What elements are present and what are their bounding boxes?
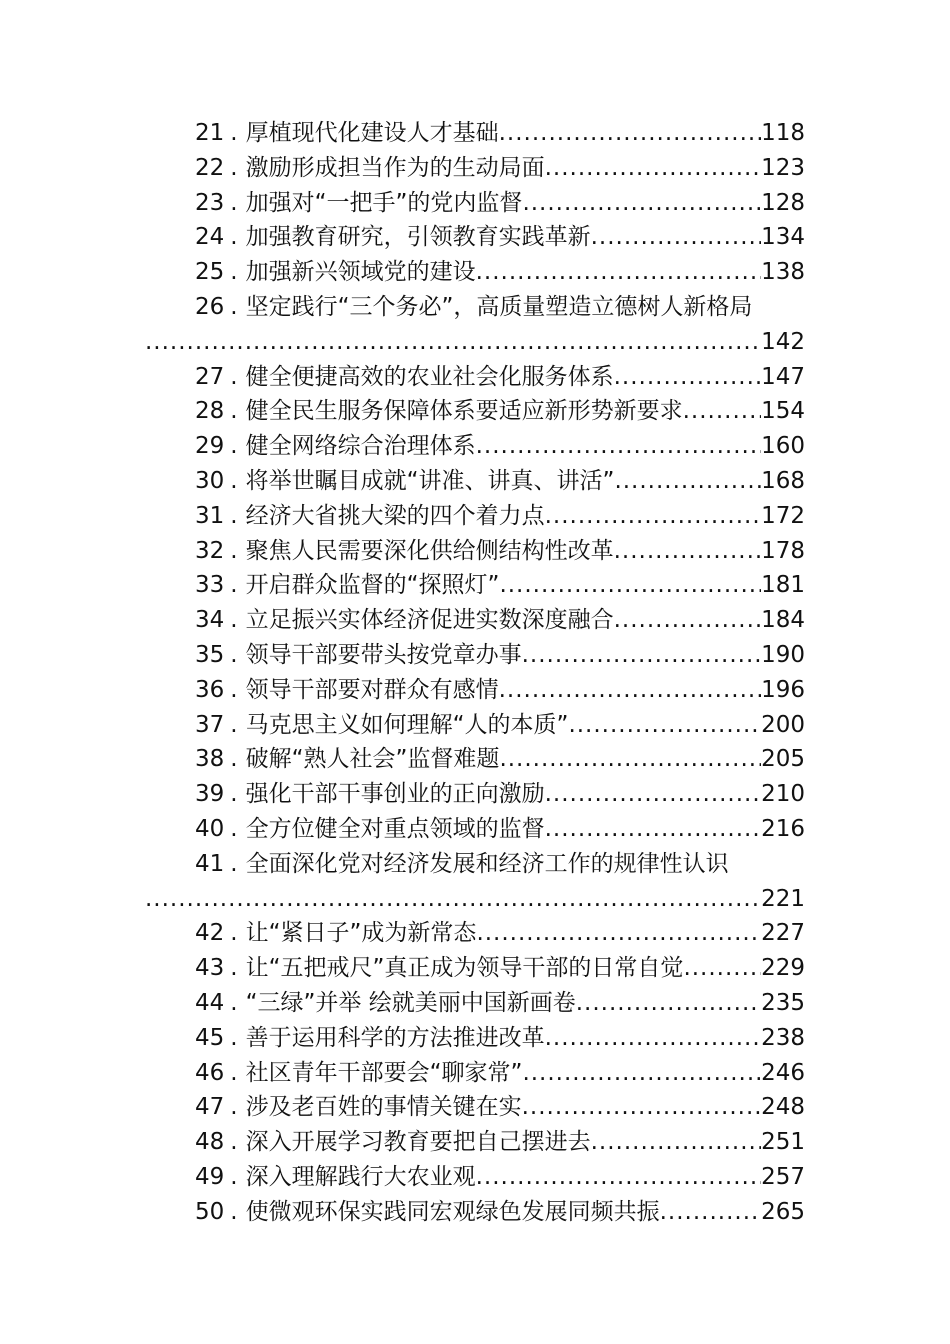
toc-entry-number: 22 [195,154,225,181]
toc-entry-title: 将举世瞩目成就“讲准、讲真、讲活” [245,467,615,494]
toc-entry-number: 46 [195,1059,225,1086]
dot-leader [499,673,762,708]
toc-page-number: 147 [761,363,805,390]
toc-entry-title: 让“紧日子”成为新常态 [245,920,477,947]
toc-page-number: 251 [761,1129,805,1156]
toc-entry-number: 39 [195,781,225,808]
toc-entry[interactable] [145,360,805,395]
toc-page-number: 238 [761,1024,805,1051]
toc-entry[interactable] [145,673,805,708]
toc-entry-title: 加强教育研究，引领教育实践革新 [245,224,591,251]
toc-entry[interactable] [145,847,805,917]
toc-entry[interactable] [145,603,805,638]
toc-entry-title: 激励形成担当作为的生动局面 [245,154,545,181]
toc-separator: . [230,1024,238,1051]
toc-entry-number: 21 [195,120,225,146]
toc-page-number: 184 [761,607,805,634]
dot-leader [660,1195,762,1230]
toc-entry-number: 44 [195,989,225,1016]
toc-separator: . [230,224,238,251]
dot-leader [499,568,761,603]
toc-entry-title: 使微观环保实践同宏观绿色发展同频共振 [245,1198,660,1225]
toc-entry-title: 破解“熟人社会”监督难题 [245,746,500,773]
toc-page-number: 216 [761,815,805,842]
toc-separator: . [230,746,238,773]
dot-leader [476,429,762,464]
toc-page-number: 118 [761,120,805,146]
toc-separator: . [230,1094,238,1121]
toc-page-number: 235 [761,989,805,1016]
toc-page-number: 229 [761,955,805,982]
toc-separator: . [230,537,238,564]
toc-entry-title: 聚焦人民需要深化供给侧结构性改革 [245,537,614,564]
toc-entry-title: 深入理解践行大农业观 [245,1163,476,1190]
toc-entry-number: 40 [195,815,225,842]
toc-entry-number: 25 [195,259,225,286]
toc-entry-title: 全方位健全对重点领域的监督 [245,815,545,842]
toc-page-number: 265 [761,1198,805,1225]
toc-entry-title: 加强新兴领域党的建设 [245,259,476,286]
dot-leader [614,360,762,395]
dot-leader [614,534,762,569]
toc-separator: . [230,711,238,738]
toc-entry-title: 马克思主义如何理解“人的本质” [245,711,569,738]
toc-separator: . [230,259,238,286]
toc-separator: . [230,815,238,842]
dot-leader [614,464,761,499]
toc-entry[interactable] [145,986,805,1021]
toc-entry-title: 让“五把戒尺”真正成为领导干部的日常自觉 [245,955,684,982]
toc-page-number: 210 [761,781,805,808]
toc-entry[interactable] [145,534,805,569]
dot-leader [522,186,761,221]
dot-leader [145,882,761,917]
toc-separator: . [230,120,238,146]
toc-separator: . [230,189,238,216]
toc-entry[interactable] [145,394,805,429]
toc-entry[interactable] [145,568,805,603]
dot-leader [545,499,762,534]
toc-entry-number: 27 [195,363,225,390]
toc-entry[interactable] [145,116,805,151]
toc-separator: . [230,850,238,877]
toc-entry[interactable] [145,742,805,777]
toc-entry[interactable] [145,777,805,812]
toc-entry[interactable] [145,951,805,986]
toc-entry-title: 厚植现代化建设人才基础 [245,120,499,146]
toc-entry-title: 强化干部干事创业的正向激励 [245,781,545,808]
dot-leader [614,603,762,638]
toc-entry-title: 领导干部要带头按党章办事 [245,641,522,668]
toc-entry-title: 立足振兴实体经济促进实数深度融合 [245,607,614,634]
toc-page-number: 181 [761,572,805,599]
toc-separator: . [230,1198,238,1225]
toc-entry-title: 涉及老百姓的事情关键在实 [245,1094,522,1121]
toc-page-number: 190 [761,641,805,668]
toc-separator: . [230,607,238,634]
dot-leader [522,638,762,673]
toc-page-number: 172 [761,502,805,529]
toc-entry-number: 37 [195,711,225,738]
toc-entry[interactable] [145,186,805,221]
toc-separator: . [230,433,238,460]
toc-entry[interactable] [145,429,805,464]
dot-leader [545,812,762,847]
dot-leader [145,325,761,360]
toc-page-number: 227 [761,920,805,947]
toc-entry-number: 45 [195,1024,225,1051]
toc-separator: . [230,955,238,982]
dot-leader [545,1021,762,1056]
toc-entry-title: 加强对“一把手”的党内监督 [245,189,523,216]
toc-entry-title: 深入开展学习教育要把自己摆进去 [245,1129,591,1156]
toc-page-number: 168 [761,467,805,494]
dot-leader [545,777,762,812]
toc-entry-number: 47 [195,1094,225,1121]
toc-entry[interactable] [145,220,805,255]
toc-entry[interactable] [145,1090,805,1125]
toc-separator: . [230,1163,238,1190]
toc-entry-number: 24 [195,224,225,251]
toc-separator: . [230,989,238,1016]
toc-page-number: 160 [761,433,805,460]
dot-leader [476,1160,762,1195]
dot-leader [576,986,761,1021]
dot-leader [683,951,761,986]
toc-separator: . [230,572,238,599]
dot-leader [522,1090,762,1125]
toc-entry[interactable] [145,1021,805,1056]
toc-entry[interactable] [145,1125,805,1160]
toc-entry-number: 23 [195,189,225,216]
toc-entry[interactable] [145,151,805,186]
toc-entry-number: 33 [195,572,225,599]
toc-entry-title: 健全网络综合治理体系 [245,433,476,460]
toc-entry-title: 开启群众监督的“探照灯” [245,572,500,599]
toc-entry[interactable] [145,1056,805,1091]
toc-separator: . [230,363,238,390]
toc-page-number: 128 [761,189,805,216]
toc-entry[interactable] [145,464,805,499]
toc-entry-title: 社区青年干部要会“聊家常” [245,1059,523,1086]
toc-page-number: 257 [761,1163,805,1190]
toc-entry-number: 30 [195,467,225,494]
toc-entry-number: 41 [195,850,225,877]
toc-entry-number: 43 [195,955,225,982]
toc-entry-title: 健全民生服务保障体系要适应新形势新要求 [245,398,683,425]
toc-entry-number: 35 [195,641,225,668]
toc-separator: . [230,1059,238,1086]
toc-entry[interactable] [145,499,805,534]
toc-separator: . [230,154,238,181]
toc-entry[interactable] [145,812,805,847]
toc-entry-number: 50 [195,1198,225,1225]
toc-entry-title: 领导干部要对群众有感情 [245,676,499,703]
toc-entry-title: 全面深化党对经济发展和经济工作的规律性认识 [245,850,729,877]
toc-entry[interactable] [145,708,805,743]
toc-separator: . [230,920,238,947]
toc-entry[interactable] [145,638,805,673]
dot-leader [476,916,761,951]
toc-separator: . [230,676,238,703]
dot-leader [499,116,762,151]
toc-page-number: 205 [761,746,805,773]
toc-entry-number: 26 [195,293,225,320]
toc-page-number: 248 [761,1094,805,1121]
toc-page-number: 154 [761,398,805,425]
dot-leader [476,255,762,290]
table-of-contents [145,116,805,1230]
toc-separator: . [230,502,238,529]
toc-entry-number: 38 [195,746,225,773]
toc-separator: . [230,467,238,494]
dot-leader [545,151,762,186]
dot-leader [591,1125,762,1160]
toc-page-number: 221 [761,885,805,912]
toc-entry[interactable] [145,1160,805,1195]
dot-leader [591,220,762,255]
dot-leader [683,394,762,429]
toc-page-number: 178 [761,537,805,564]
toc-entry[interactable] [145,255,805,290]
toc-entry-number: 32 [195,537,225,564]
toc-entry-number: 49 [195,1163,225,1190]
toc-entry-title: “三绿”并举 绘就美丽中国新画卷 [245,989,576,1016]
dot-leader [568,708,761,743]
toc-entry[interactable] [145,1195,805,1230]
toc-page-number: 123 [761,154,805,181]
toc-entry-number: 42 [195,920,225,947]
toc-separator: . [230,641,238,668]
toc-entry-number: 29 [195,433,225,460]
toc-entry-number: 31 [195,502,225,529]
toc-entry-title: 经济大省挑大梁的四个着力点 [245,502,545,529]
toc-entry-title: 坚定践行“三个务必”，高质量塑造立德树人新格局 [245,293,753,320]
toc-entry-title: 健全便捷高效的农业社会化服务体系 [245,363,614,390]
toc-entry-number: 34 [195,607,225,634]
dot-leader [499,742,761,777]
toc-separator: . [230,398,238,425]
toc-entry[interactable] [145,290,805,360]
toc-entry-number: 36 [195,676,225,703]
toc-page-number: 134 [761,224,805,251]
toc-page-number: 196 [761,676,805,703]
toc-separator: . [230,293,238,320]
toc-separator: . [230,781,238,808]
toc-entry-number: 48 [195,1129,225,1156]
toc-page-number: 200 [761,711,805,738]
toc-entry-title: 善于运用科学的方法推进改革 [245,1024,545,1051]
dot-leader [522,1056,761,1091]
toc-entry[interactable] [145,916,805,951]
toc-entry-number: 28 [195,398,225,425]
toc-page-number: 142 [761,328,805,355]
toc-separator: . [230,1129,238,1156]
toc-page-number: 138 [761,259,805,286]
toc-page-number: 246 [761,1059,805,1086]
